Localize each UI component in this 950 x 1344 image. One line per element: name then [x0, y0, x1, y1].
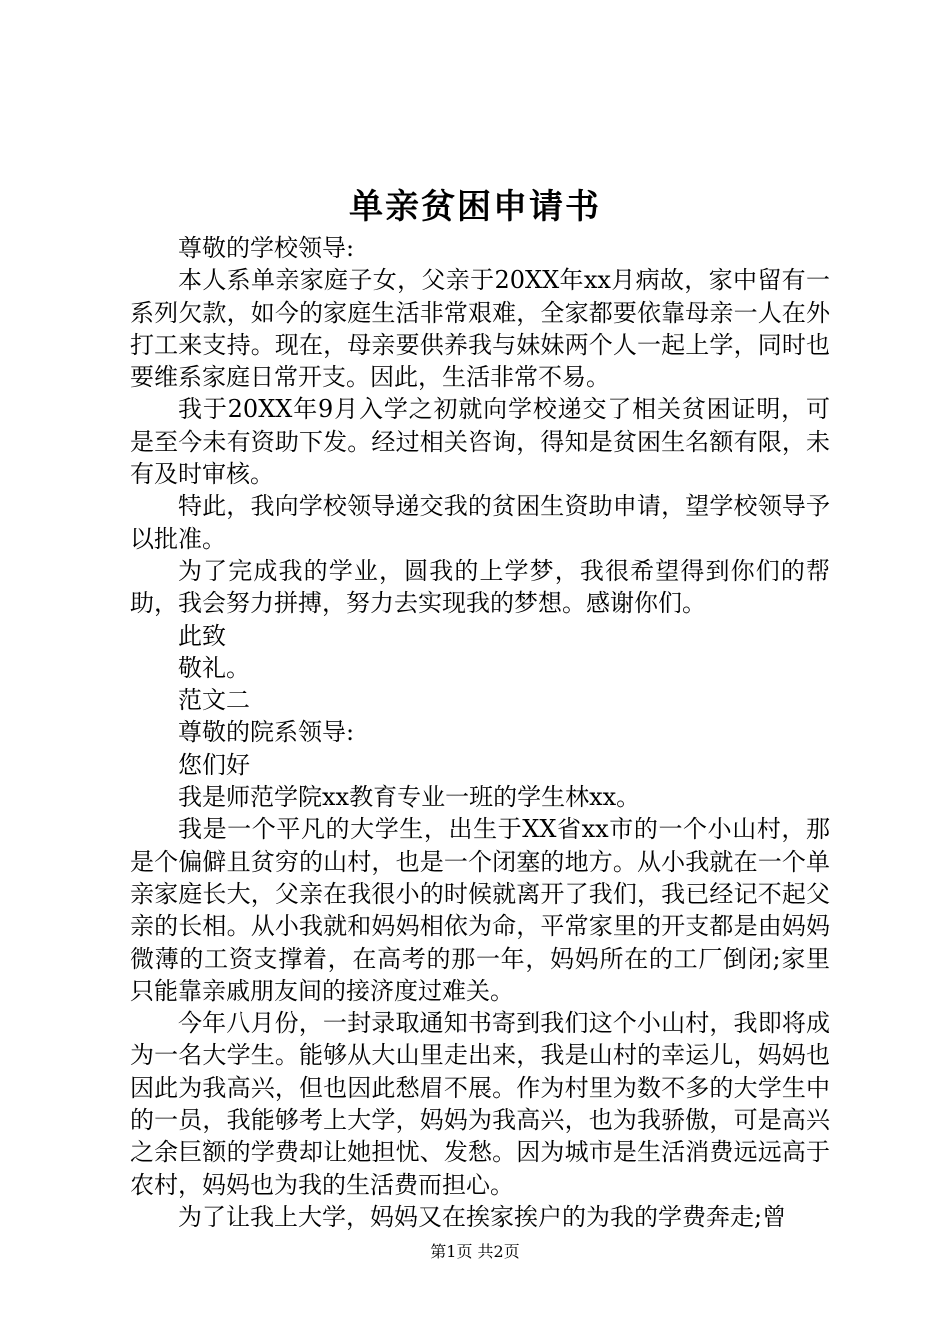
body-paragraph: 我是一个平凡的大学生，出生于XX省xx市的一个小山村，那是个偏僻且贫穷的山村，也是一个闭塞的地方。从小我就在一个单亲家庭长大，父亲在我很小的时候就离开了我们，我已经记不起父亲的长相。从小我就和妈妈相依为命，平常家里的开支都是由妈妈微薄的工资支撑着，在高考的那一年，妈妈所在的工厂倒闭;家里只能靠亲戚朋友间的接济度过难关。: [130, 815, 830, 1005]
salutation: 尊敬的院系领导:: [178, 718, 355, 747]
greeting: 您们好: [178, 750, 250, 779]
document-title: 单亲贫困申请书: [349, 187, 601, 227]
body-paragraph: 为了让我上大学，妈妈又在挨家挨户的为我的学费奔走;曾: [178, 1202, 787, 1231]
salutation: 尊敬的学校领导:: [178, 234, 355, 262]
closing-line: 此致: [178, 621, 226, 650]
body-paragraph: 特此，我向学校领导递交我的贫困生资助申请，望学校领导予以批准。: [130, 492, 830, 553]
body-paragraph: 我是师范学院xx教育专业一班的学生林xx。: [178, 783, 641, 812]
page-footer: 第1页 共2页: [430, 1242, 520, 1261]
body-paragraph: 本人系单亲家庭子女，父亲于20XX年xx月病故，家中留有一系列欠款，如今的家庭生活非常艰难，全家都要依靠母亲一人在外打工来支持。现在，母亲要供养我与妹妹两个人一起上学，同时也要维系家庭日常开支。因此，生活非常不易。: [130, 266, 830, 392]
body-paragraph: 为了完成我的学业，圆我的上学梦，我很希望得到你们的帮助，我会努力拼搏，努力去实现我的梦想。感谢你们。: [130, 556, 830, 618]
section-heading: 范文二: [178, 686, 250, 715]
document-body: [130, 232, 830, 1233]
closing-line: 敬礼。: [178, 653, 250, 682]
body-paragraph: 今年八月份，一封录取通知书寄到我们这个小山村，我即将成为一名大学生。能够从大山里走出来，我是山村的幸运儿，妈妈也因此为我高兴，但也因此愁眉不展。作为村里为数不多的大学生中的一员，我能够考上大学，妈妈为我高兴，也为我骄傲，可是高兴之余巨额的学费却让她担忧、发愁。因为城市是生活消费远远高于农村，妈妈也为我的生活费而担心。: [130, 1009, 830, 1199]
body-paragraph: 我于20XX年9月入学之初就向学校递交了相关贫困证明，可是至今未有资助下发。经过相关咨询，得知是贫困生名额有限，未有及时审核。: [130, 395, 830, 489]
